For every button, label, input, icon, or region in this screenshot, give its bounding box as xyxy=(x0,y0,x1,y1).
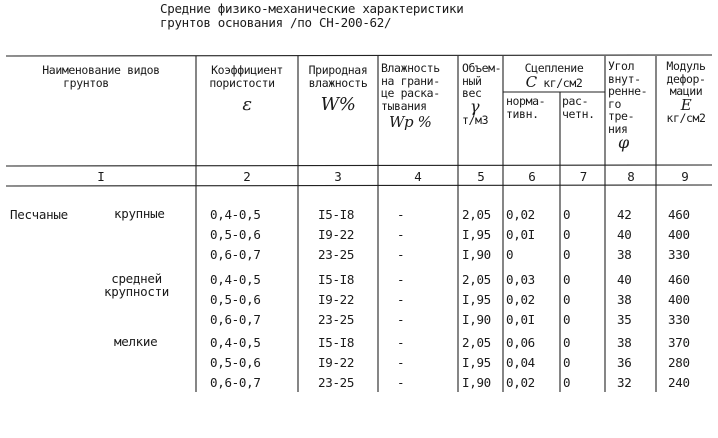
deformation-modulus-symbol: Е xyxy=(680,95,692,114)
table-cell: 0 xyxy=(563,207,571,222)
table-cell: I,90 xyxy=(462,247,491,262)
table-cell: I5-I8 xyxy=(318,335,355,350)
table-cell: 0 xyxy=(563,272,571,287)
table-cell: 0 xyxy=(563,312,571,327)
table-cell: 0 xyxy=(506,247,514,262)
table-cell: 0,4-0,5 xyxy=(210,335,261,350)
table-cell: - xyxy=(397,272,405,287)
header-porosity: Коэффициент пористости ε xyxy=(198,64,296,112)
table-cell: 32 xyxy=(617,375,632,390)
table-cell: 23-25 xyxy=(318,312,355,327)
table-cell: 0,04 xyxy=(506,355,535,370)
table-cell: I5-I8 xyxy=(318,207,355,222)
table-cell: 0,02 xyxy=(506,375,535,390)
table-cell: I,95 xyxy=(462,227,491,242)
table-cell: 0 xyxy=(563,355,571,370)
column-number: 6 xyxy=(528,169,536,184)
table-cell: 0,5-0,6 xyxy=(210,227,261,242)
column-number: 3 xyxy=(334,169,342,184)
header-friction-angle: Угол внут- ренне- го тре- ния φ xyxy=(608,60,655,151)
table-cell: I9-22 xyxy=(318,292,355,307)
table-cell: I,95 xyxy=(462,355,491,370)
table-cell: 23-25 xyxy=(318,247,355,262)
table-cell: - xyxy=(397,375,405,390)
table-cell: 23-25 xyxy=(318,375,355,390)
table-cell: 280 xyxy=(668,355,690,370)
table-cell: 460 xyxy=(668,207,690,222)
table-cell: - xyxy=(397,312,405,327)
table-cell: - xyxy=(397,292,405,307)
header-cohesion-calculated: рас- четн. xyxy=(562,94,595,121)
table-cell: 330 xyxy=(668,247,690,262)
table-cell: 0,6-0,7 xyxy=(210,375,261,390)
soil-type-label: Песчаные xyxy=(10,207,68,222)
table-cell: 35 xyxy=(617,312,632,327)
table-cell: 330 xyxy=(668,312,690,327)
table-cell: 0,0I xyxy=(506,227,535,242)
column-number: 7 xyxy=(579,169,588,184)
table-cell: - xyxy=(397,335,405,350)
table-cell: 2,05 xyxy=(462,207,491,222)
table-cell: 0,5-0,6 xyxy=(210,355,261,370)
caption-line-2: грунтов основания /по СН-200-62/ xyxy=(160,15,392,30)
table-cell: 0,02 xyxy=(506,207,535,222)
header-cohesion-normative: норма- тивн. xyxy=(506,94,546,121)
unit-weight-symbol: γ xyxy=(470,96,480,116)
table-cell: 0 xyxy=(563,292,571,307)
table-cell: 0,03 xyxy=(506,272,535,287)
table-cell: 40 xyxy=(617,227,632,242)
table-cell: 370 xyxy=(668,335,690,350)
table-cell: I,90 xyxy=(462,312,491,327)
header-moisture: Природная влажность W% xyxy=(300,64,376,112)
table-cell: 36 xyxy=(617,355,632,370)
table-cell: 42 xyxy=(617,207,632,222)
header-rolling-limit: Влажность на грани- це раска- тывания Wр % xyxy=(381,62,457,129)
table-cell: - xyxy=(397,207,405,222)
header-soil-name: Наименование видов грунтов xyxy=(42,63,160,90)
column-number: 5 xyxy=(477,169,485,184)
table-cell: 38 xyxy=(617,247,632,262)
table-cell: 0 xyxy=(563,247,571,262)
table-cell: - xyxy=(397,227,405,242)
table-cell: 240 xyxy=(668,375,690,390)
table-cell: - xyxy=(397,355,405,370)
table-cell: 0 xyxy=(563,227,571,242)
column-number: 9 xyxy=(681,169,689,184)
table-cell: - xyxy=(397,247,405,262)
table-cell: 2,05 xyxy=(462,272,491,287)
table-cell: 0,02 xyxy=(506,292,535,307)
table-cell: 2,05 xyxy=(462,335,491,350)
column-number: 2 xyxy=(243,169,251,184)
table-cell: 38 xyxy=(617,292,632,307)
header-unit-weight: Объем- ный вес γ т/м3 xyxy=(462,61,502,127)
table-cell: 400 xyxy=(668,292,690,307)
table-cell: I9-22 xyxy=(318,355,355,370)
table-cell: 0,6-0,7 xyxy=(210,247,261,262)
table-cell: I9-22 xyxy=(318,227,355,242)
header-deformation-modulus: Модуль дефор- мации Е кг/см2 xyxy=(657,60,715,124)
table-cell: 0,0I xyxy=(506,312,535,327)
table-cell: I,95 xyxy=(462,292,491,307)
column-number: 4 xyxy=(414,169,422,184)
caption-line-1: Средние физико-механические характеристики xyxy=(160,1,464,16)
table-cell: 38 xyxy=(617,335,632,350)
table-cell: 0 xyxy=(563,375,571,390)
table-cell: 0,6-0,7 xyxy=(210,312,261,327)
table-cell: 0,06 xyxy=(506,335,535,350)
header-cohesion: Сцепление С кг/см2 xyxy=(524,61,584,91)
cohesion-symbol: С xyxy=(525,72,537,91)
group-label: мелкие xyxy=(114,334,158,349)
column-number: I xyxy=(97,169,105,184)
table-cell: I5-I8 xyxy=(318,272,355,287)
moisture-symbol: W% xyxy=(320,94,356,115)
group-label: средней крупности xyxy=(104,271,170,299)
column-number: 8 xyxy=(627,169,635,184)
table-cell: 40 xyxy=(617,272,632,287)
table-cell: I,90 xyxy=(462,375,491,390)
friction-angle-symbol: φ xyxy=(618,133,629,152)
table-cell: 400 xyxy=(668,227,690,242)
table-cell: 460 xyxy=(668,272,690,287)
porosity-symbol: ε xyxy=(242,94,252,115)
table-cell: 0,5-0,6 xyxy=(210,292,261,307)
table-cell: 0,4-0,5 xyxy=(210,272,261,287)
rolling-limit-symbol: Wр % xyxy=(389,113,432,131)
table-cell: 0,4-0,5 xyxy=(210,207,261,222)
table-cell: 0 xyxy=(563,335,571,350)
group-label: крупные xyxy=(114,206,165,221)
